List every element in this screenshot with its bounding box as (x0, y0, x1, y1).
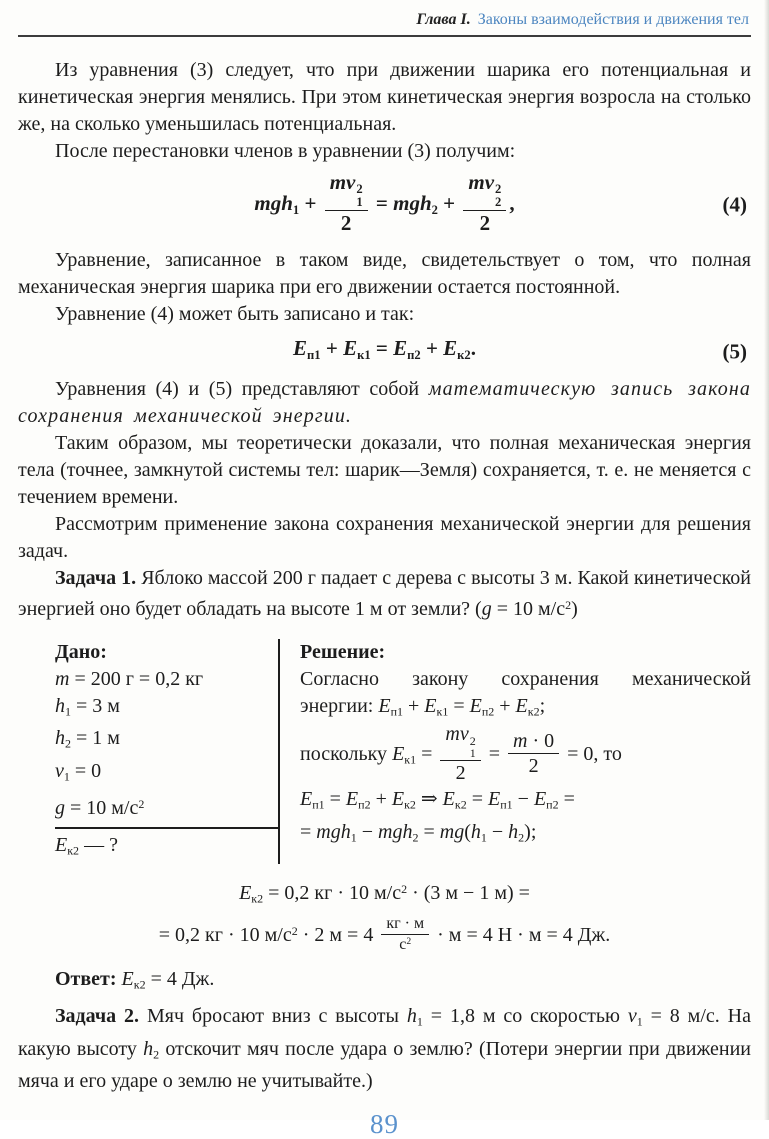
text-run: 2 (65, 737, 71, 752)
text-run: + (437, 190, 461, 215)
text-run: 2 (406, 935, 412, 947)
equation-4-body (254, 170, 515, 235)
text-run: 2 (431, 202, 438, 217)
text-run: E (393, 336, 408, 361)
text-run: п2 (407, 347, 421, 362)
solution-derivation-line2: = $mgh_1 - mgh_2 = mg(h_1 - h_2)$; (300, 820, 537, 845)
text-run: к2 (133, 977, 146, 992)
fraction (463, 171, 506, 235)
problem-box (55, 639, 751, 864)
solution-since-line: поскольку $E_{к1}$ = mv 2 1 2 = $\frac{m \cdot 0}{2}$ = 0, то (300, 723, 622, 784)
text-run: E (121, 967, 134, 990)
text-run: 2 (518, 830, 525, 845)
fraction: $\frac{кг \cdot м}{с^2}$ (381, 915, 429, 954)
given-line: $v_1 = 0$ (55, 760, 102, 784)
text-run: 2 (153, 1047, 160, 1062)
fraction (325, 171, 368, 235)
text-run: = (370, 336, 394, 361)
page-header (18, 10, 751, 29)
text-run: h (55, 727, 65, 750)
text-run: E (515, 694, 528, 717)
equation-5-number: (5) (722, 339, 747, 364)
text-run: E (345, 788, 359, 811)
text-run: + (320, 336, 344, 361)
text-run: + (420, 336, 444, 361)
text-run: п2 (481, 704, 495, 719)
sup-sub-stack: 2 1 (469, 733, 476, 760)
solution-column (280, 639, 751, 851)
paragraph-conclusion: Таким образом, мы теоретически доказали, что полная механическая энергия тела (точнее, замкнутой системы тел: шарик—Земля) сохраняется, т. е. не меняется с течением времени. (18, 431, 751, 508)
calculation-line1: $E_{к2} = 0,2$ кг · 10 $м/с^2 \cdot (3$ м − 1 м) = (239, 882, 530, 906)
answer-line: Ответ: $E_{к2} = 4$ Дж. (55, 967, 215, 992)
text-run: 2 (340, 210, 352, 235)
text-run: m (55, 667, 70, 690)
text-run: mv (445, 723, 469, 746)
solution-title (300, 639, 751, 666)
text-run: Задача 1. (55, 566, 137, 589)
text-run: m (513, 729, 528, 752)
paragraph-math-record: Уравнения (4) и (5) представляют собой математическую запись закона сохранения механической энергии. (18, 377, 752, 427)
text-run: 1 (416, 1014, 423, 1029)
page-footer (18, 1109, 751, 1139)
text-run: E (392, 743, 405, 766)
text-run: E (442, 788, 455, 811)
sup-sub-stack: 2 1 (356, 182, 363, 209)
given-lines (55, 666, 278, 822)
text-run: п1 (390, 704, 403, 719)
text-run: 2 (412, 830, 419, 845)
given-title (55, 639, 278, 666)
text-run: Дано: (55, 640, 107, 663)
text-run: Решение: (300, 640, 386, 663)
equation-4-number: (4) (722, 192, 747, 217)
text-run: п2 (546, 797, 559, 812)
text-run: 1 (350, 830, 357, 845)
text-run: 2 (291, 923, 298, 938)
text-run: к1 (404, 752, 417, 767)
text-run: Задача 2. (55, 1005, 140, 1028)
text-run: E (469, 694, 482, 717)
text-run: 2 (138, 796, 145, 811)
fraction: $\frac{m \cdot 0}{2}$ (508, 730, 559, 778)
text-run: h (470, 820, 481, 843)
text-run: 1 (480, 830, 487, 845)
given-line: m = 200 г = 0,2 кг (55, 667, 204, 690)
text-run: E (343, 336, 358, 361)
text-run: E (300, 788, 313, 811)
text-run: к2 (404, 797, 416, 812)
paragraph-eq4-rewrite: Уравнение (4) может быть записано и так: (55, 303, 415, 326)
given-line: $h_1 = 3$ м (55, 694, 120, 719)
text-run: E (55, 833, 68, 856)
paragraph-energy-change: Из уравнения (3) следует, что при движении шарика его потенциальная и кинетическая энергия менялись. При этом кинетическая энергия возросла на столько же, на сколько уменьшилась потенциальная. (18, 59, 751, 135)
text-run: п1 (307, 347, 321, 362)
paragraph-total-energy: Уравнение, записанное в таком виде, свидетельствует о том, что полная механическая энергия шарика при его движении остается постоянной. (18, 249, 751, 299)
text-run: к2 (527, 704, 540, 719)
given-column (55, 639, 280, 864)
text-run: = (370, 190, 394, 215)
text-run: 1 (63, 769, 70, 784)
equation-4 (18, 170, 751, 237)
text-run: E (391, 788, 405, 811)
text-run: mg (439, 820, 465, 843)
text-run: E (443, 336, 458, 361)
text-run: g (481, 597, 492, 620)
chapter-title: Законы взаимодействия и движения тел (477, 11, 749, 28)
text-run: mv (468, 170, 495, 194)
text-run: 1 (292, 202, 300, 217)
text-run: к2 (454, 797, 467, 812)
equation-5 (18, 335, 751, 369)
text-run: E (378, 694, 391, 717)
chapter-label: Глава I. (416, 11, 471, 28)
fraction: mv 2 1 2 (440, 723, 480, 784)
text-run: 2 (565, 597, 572, 612)
text-run: mgh (254, 190, 293, 215)
text-run: п2 (358, 797, 371, 812)
text-run: E (239, 882, 252, 905)
calculation-line2: = 0,2 кг · 10 $м/с^2 \cdot 2$ м = 4 $\frac{кг \cdot м}{с^2}$ · м = 4 Н · м = 4 Дж. (158, 914, 611, 953)
given-divider (55, 827, 278, 829)
text-run: mgh (378, 820, 413, 843)
text-run: п1 (500, 797, 513, 812)
text-run: п1 (312, 797, 325, 812)
header-rule (18, 35, 751, 37)
text-run: v (627, 1005, 637, 1028)
text-run: h (508, 820, 519, 843)
text-run: Ответ: (55, 967, 117, 990)
text-run: к2 (251, 891, 264, 906)
equation-5-body (293, 336, 476, 360)
text-run: E (488, 788, 501, 811)
text-run: h (55, 694, 65, 717)
solution-intro-line1: Согласно закону сохранения механической (300, 667, 751, 690)
text-run: E (293, 336, 308, 361)
given-line: $h_2 = 1$ м (55, 727, 120, 752)
text-run: к1 (357, 347, 371, 362)
text-run: к2 (457, 347, 471, 362)
text-run: . (470, 336, 476, 361)
sup-sub-stack: 2 2 (495, 182, 502, 209)
text-run: E (533, 788, 547, 811)
text-run: 1 (636, 1014, 643, 1029)
paragraph-rearrange: После перестановки членов в уравнении (3) получим: (55, 140, 516, 162)
text-run: к2 (67, 843, 80, 858)
text-run: g (55, 796, 65, 819)
text-run: 2 (401, 882, 408, 897)
text-run: к1 (436, 704, 449, 719)
text-run: математическую запись закона сохранения механической энергии. (18, 377, 752, 427)
text-run: mgh (393, 190, 432, 215)
text-run: + (299, 190, 322, 215)
given-find: $E_{к2}$ — ? (55, 833, 118, 858)
solution-derivation-line1: $E_{п1} = E_{п2} + E_{к2}$ ⇒ $E_{к2} = E_{п1} - E_{п2}$ = (300, 788, 575, 812)
text-run: E (424, 694, 437, 717)
page-body (18, 57, 751, 1095)
solution-intro-line2: энергии: $E_{п1} + E_{к1} = E_{п2} + E_{к2}$; (300, 694, 546, 719)
text-run: h (143, 1037, 154, 1060)
text-run: mgh (316, 820, 351, 843)
given-line: g = 10 $м/с^2$ (55, 796, 145, 819)
paragraph-problem-2: Задача 2. Мяч бросают вниз с высоты $h_1 = 1,8$ м со скоростью $v_1 = 8$ м/с. На какую высоту $h_2$ отскочит мяч после удара о землю? (Потери энергии при движении мяча и его ударе о землю не учитывайте.) (18, 1005, 751, 1093)
page-number: 89 (370, 1109, 399, 1139)
paragraph-problem-1: Задача 1. Яблоко массой 200 г падает с дерева с высоты 3 м. Какой кинетической энергией оно будет обладать на высоте 1 м от земли? (g = 10 $м/с^2$) (18, 566, 751, 620)
text-run: 2 (479, 210, 491, 235)
text-run: 1 (65, 704, 71, 719)
paragraph-apply-law: Рассмотрим применение закона сохранения механической энергии для решения задач. (18, 512, 751, 562)
text-run: v (55, 760, 64, 783)
text-run: , (509, 190, 515, 215)
text-run: h (406, 1005, 417, 1028)
text-run: mv (329, 170, 356, 194)
